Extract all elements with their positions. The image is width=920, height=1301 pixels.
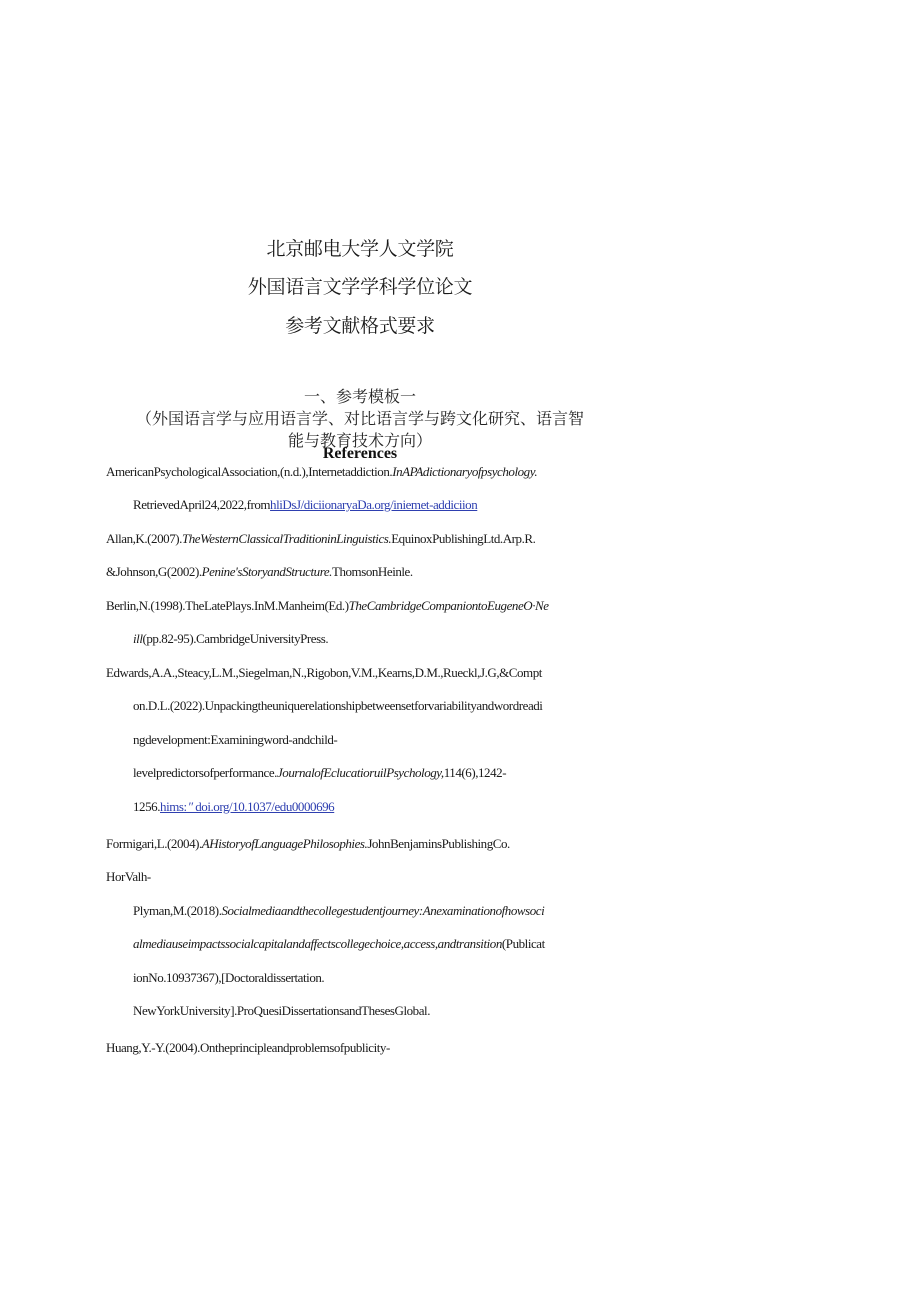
ref-text: JohnBenjaminsPublishingCo. bbox=[367, 836, 510, 851]
reference-entry-allan bbox=[106, 531, 535, 547]
reference-entry-edwards-line1 bbox=[106, 665, 542, 681]
reference-entry-horvath-line5 bbox=[133, 1003, 430, 1019]
reference-entry-apa-line1 bbox=[106, 464, 537, 480]
ref-text: HorValh- bbox=[106, 869, 151, 884]
ref-text: ngdevelopment:Examiningword-andchild- bbox=[133, 732, 338, 747]
references-heading: References bbox=[322, 445, 398, 462]
ref-text: Plyman,M.(2018). bbox=[133, 903, 222, 918]
ref-text: levelpredictorsofperformance. bbox=[133, 765, 277, 780]
ref-text: Formigari,L.(2004). bbox=[106, 836, 202, 851]
ref-text: Allan,K.(2007). bbox=[106, 531, 182, 546]
reference-entry-formigari bbox=[106, 836, 510, 852]
ref-text: Edwards,A.A.,Steacy,L.M.,Siegelman,N.,Rigobon,V.M.,Kearns,D.M.,Rueckl,J.G,&Compt bbox=[106, 665, 542, 680]
ref-text: (pp.82-95).CambridgeUniversityPress. bbox=[142, 631, 329, 646]
ref-link-apa[interactable]: hliDsJ/diciionaryaDa.org/iniemet-addiciion bbox=[270, 497, 478, 512]
ref-text: EquinoxPublishingLtd.Arp.R. bbox=[391, 531, 536, 546]
reference-entry-edwards-line2 bbox=[133, 698, 542, 714]
ref-title: TheCambridgeCompaniontoEugeneO·Ne bbox=[348, 598, 549, 613]
ref-title: almediauseimpactssocialcapitalandaffectscollegechoice,access,andtransition bbox=[133, 936, 502, 951]
ref-text: 1256. bbox=[133, 799, 161, 814]
reference-entry-johnson bbox=[106, 564, 413, 580]
ref-text: RetrievedApril24,2022,from bbox=[133, 497, 271, 512]
section-subtitle-line2: 能与教育技术方向） bbox=[287, 431, 432, 450]
reference-entry-apa-line2 bbox=[133, 497, 477, 513]
reference-entry-berlin-line1 bbox=[106, 598, 549, 614]
title-discipline: 外国语言文学学科学位论文 bbox=[247, 276, 473, 298]
reference-entry-horvath-line1 bbox=[106, 869, 151, 885]
reference-entry-horvath-line4 bbox=[133, 970, 324, 986]
ref-text: 114(6),1242- bbox=[443, 765, 507, 780]
reference-entry-edwards-line5 bbox=[133, 799, 334, 815]
ref-title: AHistoryofLanguagePhilosophies. bbox=[201, 836, 368, 851]
reference-entry-edwards-line3 bbox=[133, 732, 337, 748]
ref-link-doi[interactable]: hims: ″ doi.org/10.1037/edu0000696 bbox=[160, 799, 335, 814]
ref-title: ill bbox=[133, 631, 143, 646]
ref-text: Berlin,N.(1998).TheLatePlays.InM.Manheim(Ed.) bbox=[106, 598, 349, 613]
ref-title: Socialmediaandthecollegestudentjourney:Anexaminationofhowsoci bbox=[221, 903, 545, 918]
reference-entry-horvath-line3 bbox=[133, 936, 545, 952]
reference-entry-edwards-line4 bbox=[133, 765, 506, 781]
section-heading: 一、参考模板一 bbox=[303, 387, 416, 406]
ref-title: JournalofEclucatioruilPsychology, bbox=[276, 765, 444, 780]
section-subtitle-line1: （外国语言学与应用语言学、对比语言学与跨文化研究、语言智 bbox=[135, 409, 584, 428]
ref-text: on.D.L.(2022).Unpackingtheuniquerelationshipbetweensetforvariabilityandwordreadi bbox=[133, 698, 543, 713]
ref-text: NewYorkUniversity].ProQuesiDissertationsandThesesGlobal. bbox=[133, 1003, 430, 1018]
title-subject: 参考文献格式要求 bbox=[285, 315, 435, 337]
reference-entry-horvath-line2 bbox=[133, 903, 544, 919]
ref-text: Huang,Y.-Y.(2004).Ontheprincipleandproblemsofpublicity- bbox=[106, 1040, 390, 1055]
ref-text: AmericanPsychologicalAssociation,(n.d.),Internetaddiction. bbox=[106, 464, 393, 479]
ref-text: &Johnson,G(2002). bbox=[106, 564, 202, 579]
title-school: 北京邮电大学人文学院 bbox=[266, 238, 454, 260]
reference-entry-berlin-line2 bbox=[133, 631, 328, 647]
ref-text: (Publicat bbox=[501, 936, 545, 951]
ref-text: ThomsonHeinle. bbox=[331, 564, 413, 579]
ref-text: ionNo.10937367),[Doctoraldissertation. bbox=[133, 970, 325, 985]
reference-entry-huang bbox=[106, 1040, 390, 1056]
ref-title: TheWesternClassicalTraditioninLinguistics. bbox=[181, 531, 392, 546]
ref-title: Penine'sStoryandStructure. bbox=[201, 564, 332, 579]
ref-title: InAPAdictionaryofpsychology. bbox=[392, 464, 538, 479]
